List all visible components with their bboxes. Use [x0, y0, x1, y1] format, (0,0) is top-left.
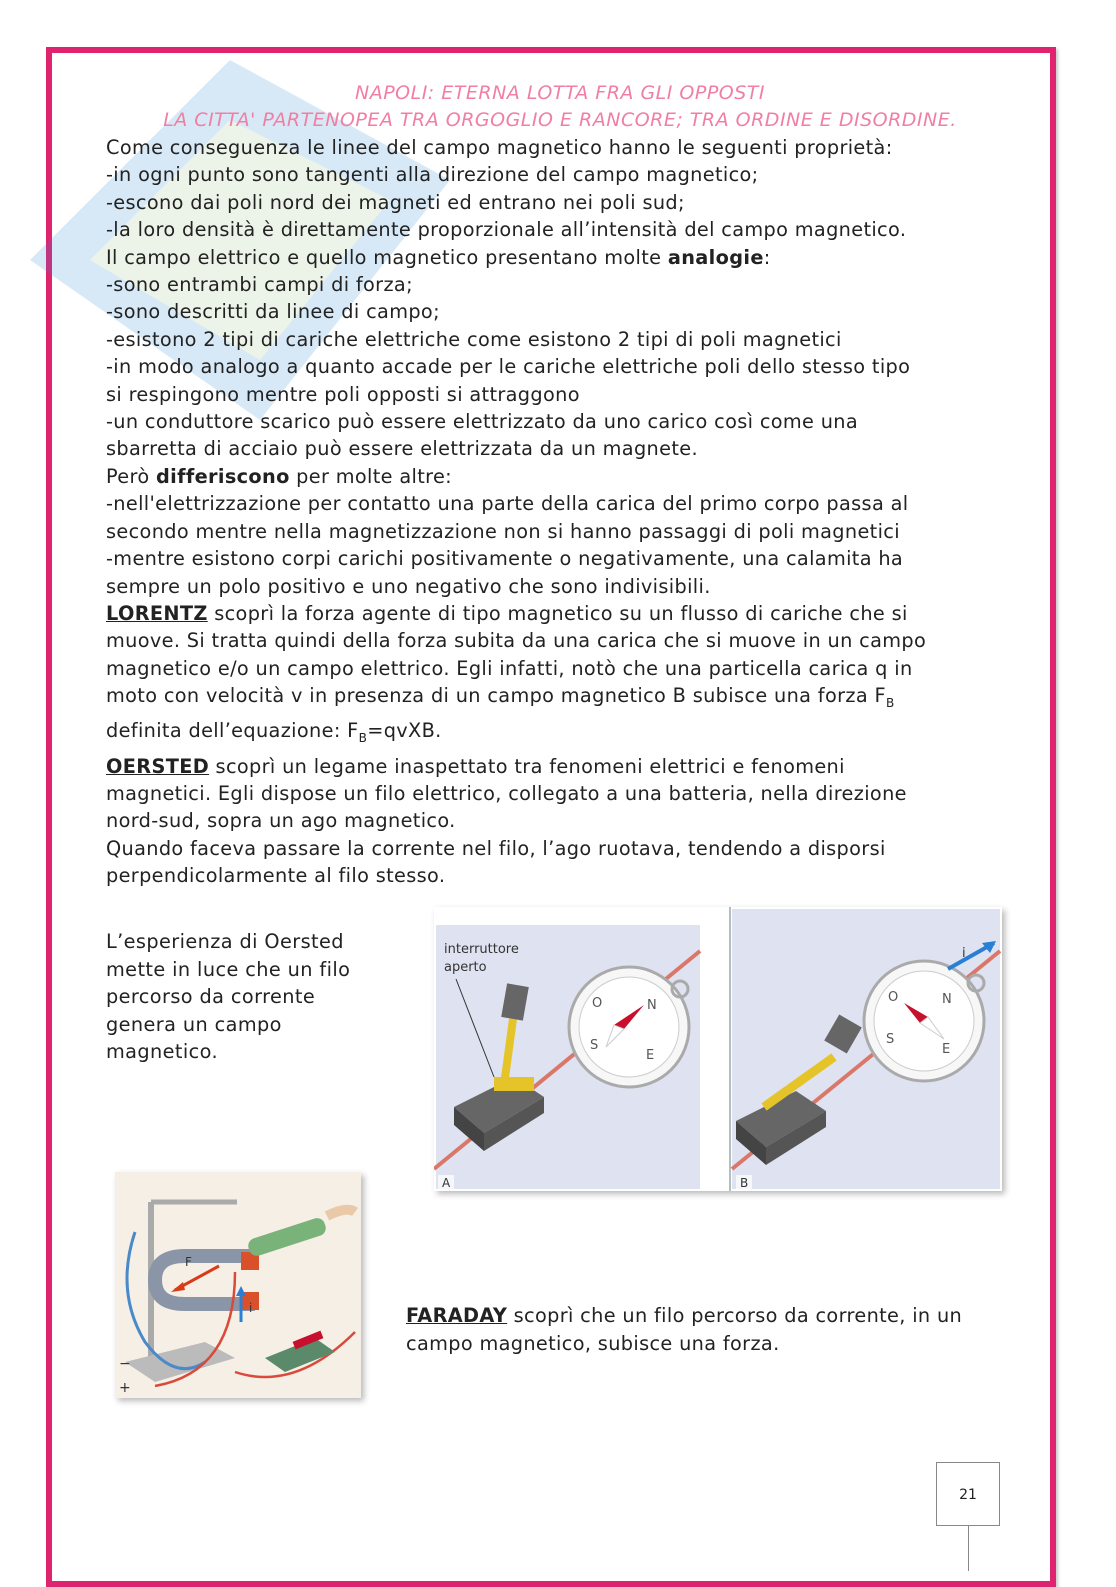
compass-s-label: S [886, 1032, 895, 1047]
body-line: -escono dai poli nord dei magneti ed entrano nei poli sud; [106, 190, 685, 214]
body-line: magnetico e/o un campo elettrico. Egli infatti, notò che una particella carica q in [106, 656, 913, 680]
body-line: magnetici. Egli dispose un filo elettrico, collegato a una batteria, nella direzione [106, 782, 907, 806]
body-line [106, 753, 1016, 780]
body-line: -nell'elettrizzazione per contatto una parte della carica del primo corpo passa al [106, 492, 909, 516]
text-run: scoprì la forza agente di tipo magnetico su un flusso di cariche che si [207, 601, 908, 625]
page-number-line [968, 1526, 969, 1571]
panel-a-label: A [442, 1176, 451, 1190]
name-oersted: OERSTED [106, 754, 210, 778]
force-label: F [185, 1255, 192, 1269]
body-line: Quando faceva passare la corrente nel filo, l’ago ruotava, tendendo a disporsi [106, 836, 886, 860]
caption-line: genera un campo [106, 1012, 282, 1036]
text-run: Però [106, 464, 156, 488]
compass-n-label: N [647, 998, 657, 1013]
body-line: secondo mentre nella magnetizzazione non si hanno passaggi di poli magnetici [106, 519, 900, 543]
body-line [106, 244, 1016, 271]
compass-s-label: S [590, 1038, 599, 1053]
caption-line: percorso da corrente [106, 985, 316, 1009]
page-number: 21 [936, 1462, 1000, 1526]
body-text [106, 134, 1016, 890]
current-label: i [962, 946, 966, 961]
body-line: Come conseguenza le linee del campo magnetico hanno le seguenti proprietà: [106, 136, 893, 159]
body-line: -mentre esistono corpi carichi positivamente o negativamente, una calamita ha [106, 547, 904, 571]
oersted-illustration [434, 907, 1002, 1191]
header-subtitle: LA CITTA' PARTENOPEA TRA ORGOGLIO E RANCORE; TRA ORDINE E DISORDINE. [163, 109, 957, 131]
text-run: =qvXB. [367, 719, 442, 743]
body-line: perpendicolarmente al filo stesso. [106, 864, 446, 888]
subscript: B [885, 695, 895, 710]
body-line: sempre un polo positivo e uno negativo che sono indivisibili. [106, 574, 711, 598]
body-line: nord-sud, sopra un ago magnetico. [106, 809, 456, 833]
switch-label-1: interruttore [444, 942, 519, 957]
body-line [106, 600, 1016, 627]
minus-label: − [119, 1356, 131, 1372]
body-line: muove. Si tratta quindi della forza subita da una carica che si muove in un campo [106, 629, 927, 653]
compass-e-label: E [646, 1048, 655, 1063]
keyword-differiscono: differiscono [155, 464, 290, 488]
text-run: Il campo elettrico e quello magnetico presentano molte [106, 245, 668, 269]
name-faraday: FARADAY [406, 1304, 508, 1327]
panel-b-label: B [740, 1176, 749, 1190]
compass-o-label: O [888, 990, 899, 1005]
body-line [106, 682, 1016, 717]
caption-line: campo magnetico, subisce una forza. [406, 1331, 780, 1355]
text-run: : [763, 245, 771, 269]
body-line: si respingono mentre poli opposti si attraggono [106, 382, 580, 406]
header-title: NAPOLI: ETERNA LOTTA FRA GLI OPPOSTI [355, 82, 765, 104]
body-line: -sono entrambi campi di forza; [106, 273, 413, 297]
text-run: scoprì un legame inaspettato tra fenomeni elettrici e fenomeni [209, 754, 845, 778]
switch-label-2: aperto [444, 960, 487, 975]
text-run: per molte altre: [289, 464, 453, 488]
oersted-caption [106, 928, 406, 1066]
compass-n-label: N [942, 992, 952, 1007]
body-line: -sono descritti da linee di campo; [106, 300, 440, 324]
faraday-illustration [115, 1172, 361, 1398]
caption-line: L’esperienza di Oersted [106, 930, 344, 953]
body-line: -in ogni punto sono tangenti alla direzione del campo magnetico; [106, 163, 759, 187]
current-label: i [249, 1301, 253, 1315]
body-line [106, 717, 1016, 752]
compass-e-label: E [942, 1042, 951, 1057]
caption-line [406, 1302, 1016, 1330]
faraday-figure [115, 1172, 361, 1398]
text-run: moto con velocità v in presenza di un campo magnetico B subisce una forza F [106, 684, 886, 708]
faraday-caption [406, 1302, 1016, 1357]
name-lorentz: LORENTZ [106, 601, 208, 625]
text-run: scoprì che un filo percorso da corrente, in un [507, 1304, 963, 1327]
keyword-analogie: analogie [667, 245, 764, 269]
compass-o-label: O [592, 996, 603, 1011]
body-line: -in modo analogo a quanto accade per le cariche elettriche poli dello stesso tipo [106, 355, 911, 379]
body-line: -la loro densità è direttamente proporzionale all’intensità del campo magnetico. [106, 218, 907, 242]
body-line: -esistono 2 tipi di cariche elettriche come esistono 2 tipi di poli magnetici [106, 327, 842, 351]
body-line [106, 463, 1016, 490]
body-line: -un conduttore scarico può essere elettrizzato da uno carico così come una [106, 410, 859, 434]
caption-line: mette in luce che un filo [106, 957, 351, 981]
text-run: definita dell’equazione: F [106, 719, 359, 743]
oersted-figure [434, 907, 1002, 1191]
plus-label: + [119, 1380, 131, 1396]
caption-line: magnetico. [106, 1040, 219, 1064]
body-line: sbarretta di acciaio può essere elettrizzata da un magnete. [106, 437, 698, 461]
subscript: B [358, 731, 368, 746]
